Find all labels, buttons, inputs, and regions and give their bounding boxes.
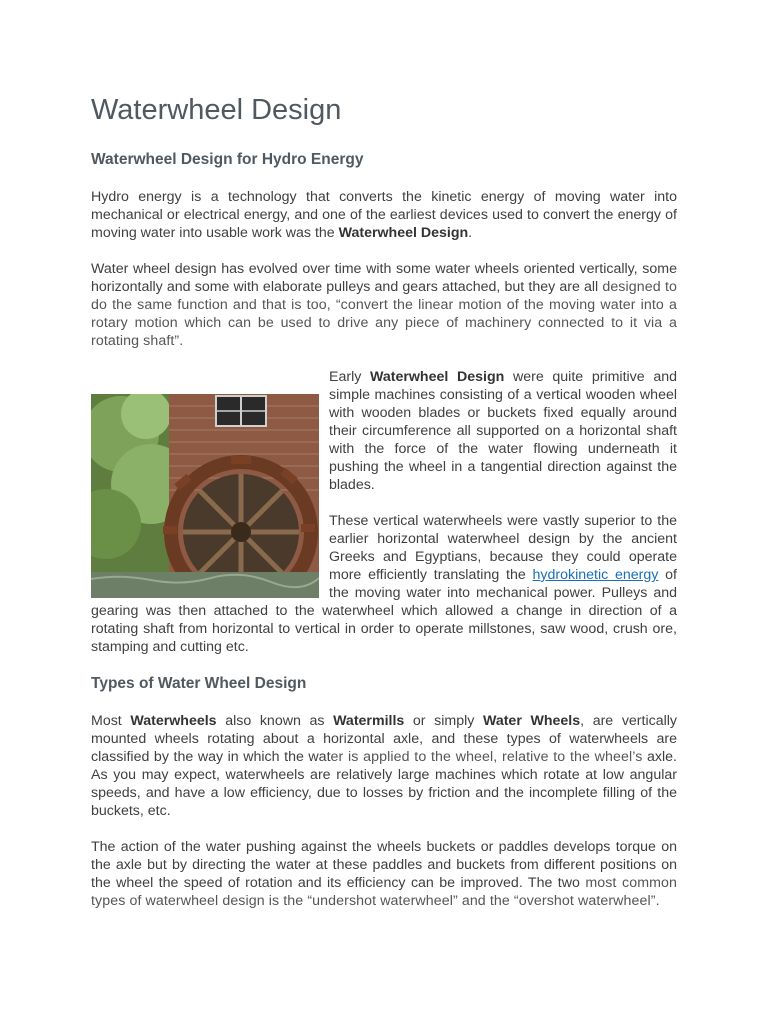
hydrokinetic-energy-link[interactable]: hydrokinetic energy — [532, 567, 659, 583]
text-run: These vertical waterwheels were vastly superior to the earlier horizontal waterwheel design by the ancient Greeks and Egyptians, because they could operate more efficiently translating the — [329, 513, 677, 583]
text-run: most common types of waterwheel design is the “undershot waterwheel” and the “overshot waterwheel”. — [91, 875, 678, 909]
text-run: er is applied to the wheel, relative to the wheel’s — [330, 749, 643, 765]
waterwheel-illustration — [91, 394, 319, 598]
document-page — [91, 92, 677, 928]
bold-term: Watermills — [333, 713, 405, 729]
paragraph-evolution — [91, 260, 677, 350]
bold-term: Waterwheel Design — [338, 225, 469, 241]
paragraph-early-design — [91, 368, 677, 494]
text-run: were quite primitive and simple machines consisting of a vertical wooden wheel with wooden blades or buckets fixed equally around their circumference all supported on a horizontal shaft with the force of the water flowing underneath it pushing the wheel in a tangential direction against the blades. — [329, 369, 677, 493]
paragraph-types — [91, 712, 677, 820]
paragraph-torque — [91, 838, 677, 910]
paragraph-intro — [91, 188, 677, 242]
text-run: Water wheel design has evolved over time with some water wheels oriented vertically, some horizontally and some with elaborate pulleys and gears attached, but they are all — [91, 261, 677, 295]
section-heading-types: Types of Water Wheel Design — [91, 675, 307, 692]
text-run: Hydro energy is a technology that converts the kinetic energy of moving water into mechanical or electrical energy, and one of the earliest devices used to convert the energy of moving water into usable work was the — [91, 189, 677, 241]
text-run: . — [468, 225, 473, 241]
text-run: , are vertically mounted wheels rotating about a horizontal axle, and these types of waterwheels are classified by the way in which the wat — [91, 713, 677, 765]
page-title: Waterwheel Design — [91, 94, 342, 126]
bold-term: Waterwheels — [130, 713, 217, 729]
text-run: The action of the water pushing against the wheels buckets or paddles develops torque on the axle but by directing the water at these paddles and buckets from different positions on the wheel the speed of rotation and its efficiency can be improved. The two — [91, 839, 677, 891]
text-run: axle. As you may expect, waterwheels are relatively large machines which rotate at low angular speeds, and have a low efficiency, due to losses by friction and the incomplete filling of the buckets, etc. — [91, 749, 677, 819]
bold-term: Water Wheels — [482, 713, 581, 729]
waterwheel-photo — [91, 394, 319, 598]
text-run: Most — [91, 713, 131, 729]
text-run: or simply — [404, 713, 483, 729]
text-run: also known as — [216, 713, 334, 729]
section-heading-hydro-energy: Waterwheel Design for Hydro Energy — [91, 151, 364, 168]
quoted-text-run: designed to do the same function and that is too, “convert the linear motion of the moving water into a rotary motion which can be used to drive any piece of machinery connected to it via a rotating shaft”. — [91, 279, 677, 349]
text-run: of the moving water into mechanical power. Pulleys and gearing was then attached to the waterwheel which allowed a change in direction of a rotating shaft from horizontal to vertical in order to operate millstones, saw wood, crush ore, stamping and cutting etc. — [91, 567, 678, 655]
bold-term: Waterwheel Design — [370, 369, 505, 385]
text-run: Early — [329, 369, 370, 385]
